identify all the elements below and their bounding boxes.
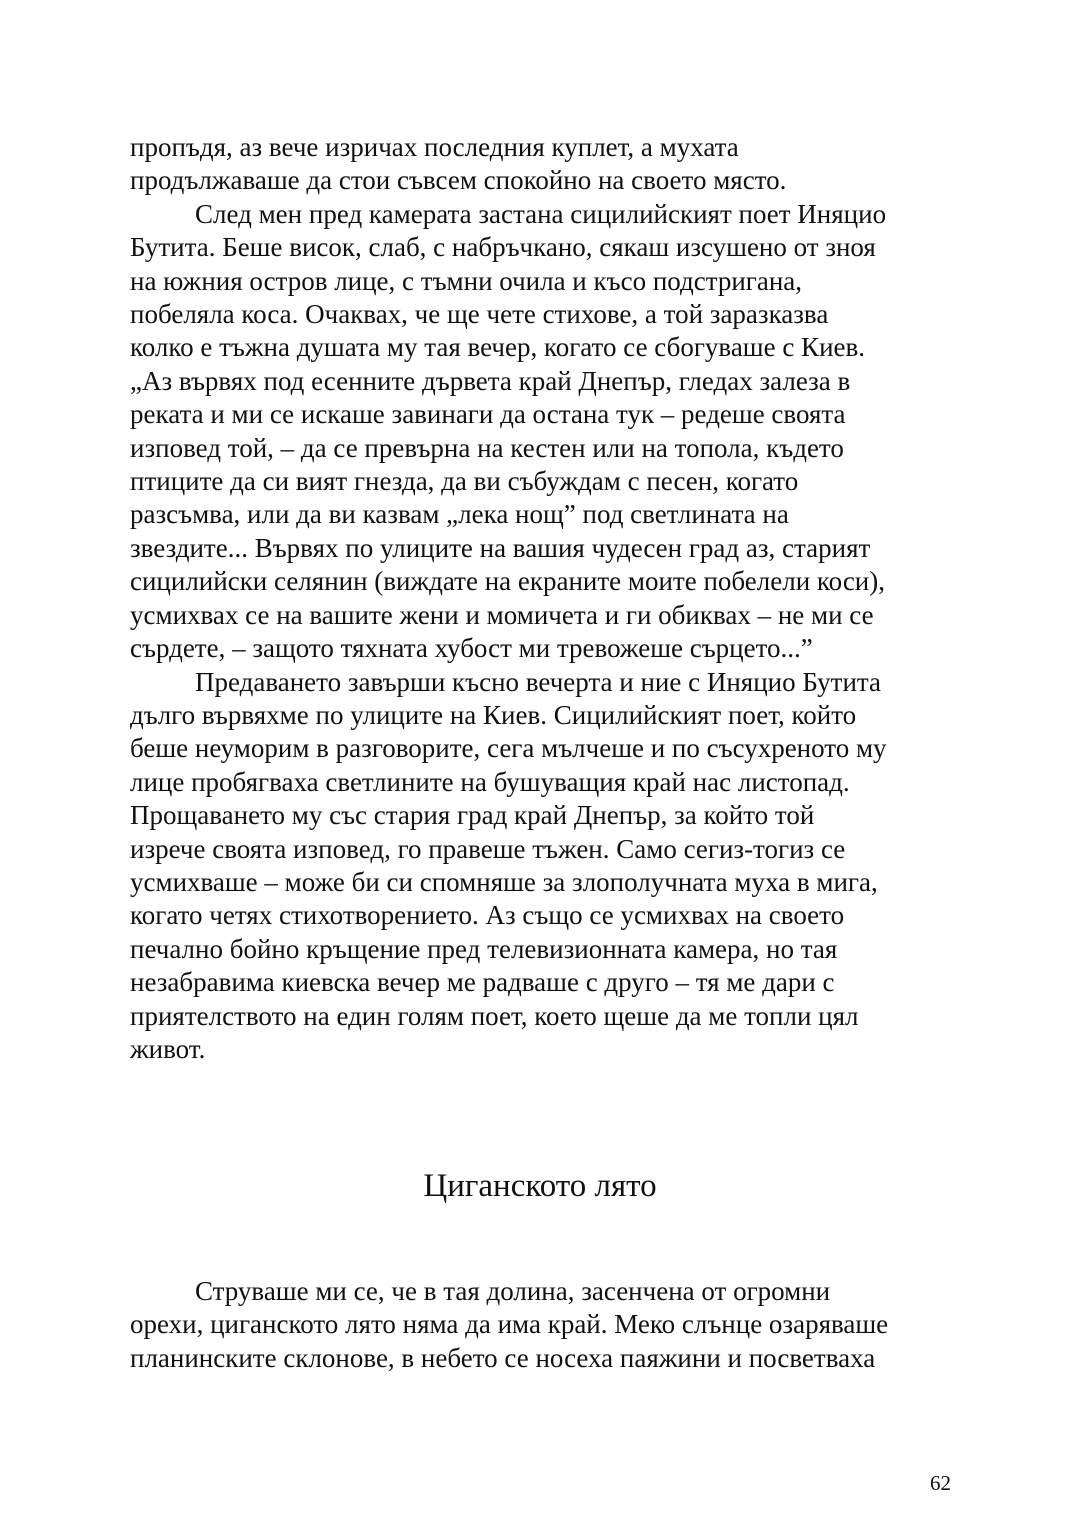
text-line: дълго вървяхме по улиците на Киев. Сицилийският поет, който: [130, 699, 857, 730]
text-line: разсъмва, или да ви казвам „лека нощ” под светлината на: [130, 499, 789, 530]
text-line: планинските склонове, в небето се носеха паяжини и посветваха: [130, 1342, 876, 1373]
page-number: 62: [930, 1471, 951, 1495]
text-line: усмихваше – може би си спомняше за злополучната муха в мига,: [130, 866, 878, 897]
text-line: сицилийски селянин (виждате на екраните моите побелели коси),: [130, 566, 885, 597]
body-text-bottom: [130, 1275, 960, 1375]
paragraph-start-line: Предаването завърши късно вечерта и ние с Иняцио Бутита: [195, 666, 882, 697]
text-line: пропъдя, аз вече изричах последния куплет, а мухата: [130, 132, 739, 162]
text-line: когато четях стихотворението. Аз също се усмихвах на своето: [130, 900, 845, 931]
text-line: орехи, циганското лято няма да има край. Меко слънце озаряваше: [130, 1309, 889, 1340]
text-line: лице пробягваха светлините на бушуващия край нас листопад.: [130, 766, 850, 797]
text-line: Бутита. Беше висок, слаб, с набръчкано, сякаш изсушено от зноя: [130, 232, 876, 263]
text-line: реката и ми се искаше завинаги да остана тук – редеше своята: [130, 399, 846, 430]
text-line: живот.: [130, 1033, 206, 1064]
text-line: колко е тъжна душата му тая вечер, когато се сбогуваше с Киев.: [130, 332, 865, 363]
text-line: на южния остров лице, с тъмни очила и късо подстригана,: [130, 265, 803, 296]
paragraph-start-line: След мен пред камерата застана сицилийският поет Иняцио: [195, 198, 887, 229]
text-line: усмихвах се на вашите жени и момичета и ги обиквах – не ми се: [130, 599, 874, 630]
text-line: побеляла коса. Очаквах, че ще чете стихове, а той заразказва: [130, 299, 829, 330]
chapter-title: Циганското лято: [423, 1168, 657, 1204]
text-line: приятелството на един голям поет, което щеше да ме топли цял: [130, 1000, 859, 1031]
body-text-top: [130, 131, 960, 1066]
paragraph-start-line: Струваше ми се, че в тая долина, засенчена от огромни: [195, 1276, 831, 1306]
text-line: изрече своята изповед, го правеше тъжен. Само сегиз-тогиз се: [130, 833, 846, 864]
text-line: продължаваше да стои съвсем спокойно на своето място.: [130, 165, 787, 196]
text-line: незабравима киевска вечер ме радваше с друго – тя ме дари с: [130, 967, 835, 998]
text-line: звездите... Вървях по улиците на вашия чудесен град аз, старият: [130, 532, 871, 563]
text-line: изповед той, – да се превърна на кестен или на топола, където: [130, 432, 844, 463]
text-line: „Аз вървях под есенните дървета край Днепър, гледах залеза в: [130, 365, 851, 396]
text-line: Прощаването му със стария град край Днепър, за който той: [130, 800, 815, 831]
text-line: птиците да си вият гнезда, да ви събуждам с песен, когато: [130, 466, 799, 497]
text-line: печално бойно кръщение пред телевизионната камера, но тая: [130, 933, 838, 964]
text-line: сърдете, – защото тяхната хубост ми тревожеше сърцето...”: [130, 633, 813, 664]
text-line: беше неуморим в разговорите, сега мълчеше и по съсухреното му: [130, 733, 887, 764]
